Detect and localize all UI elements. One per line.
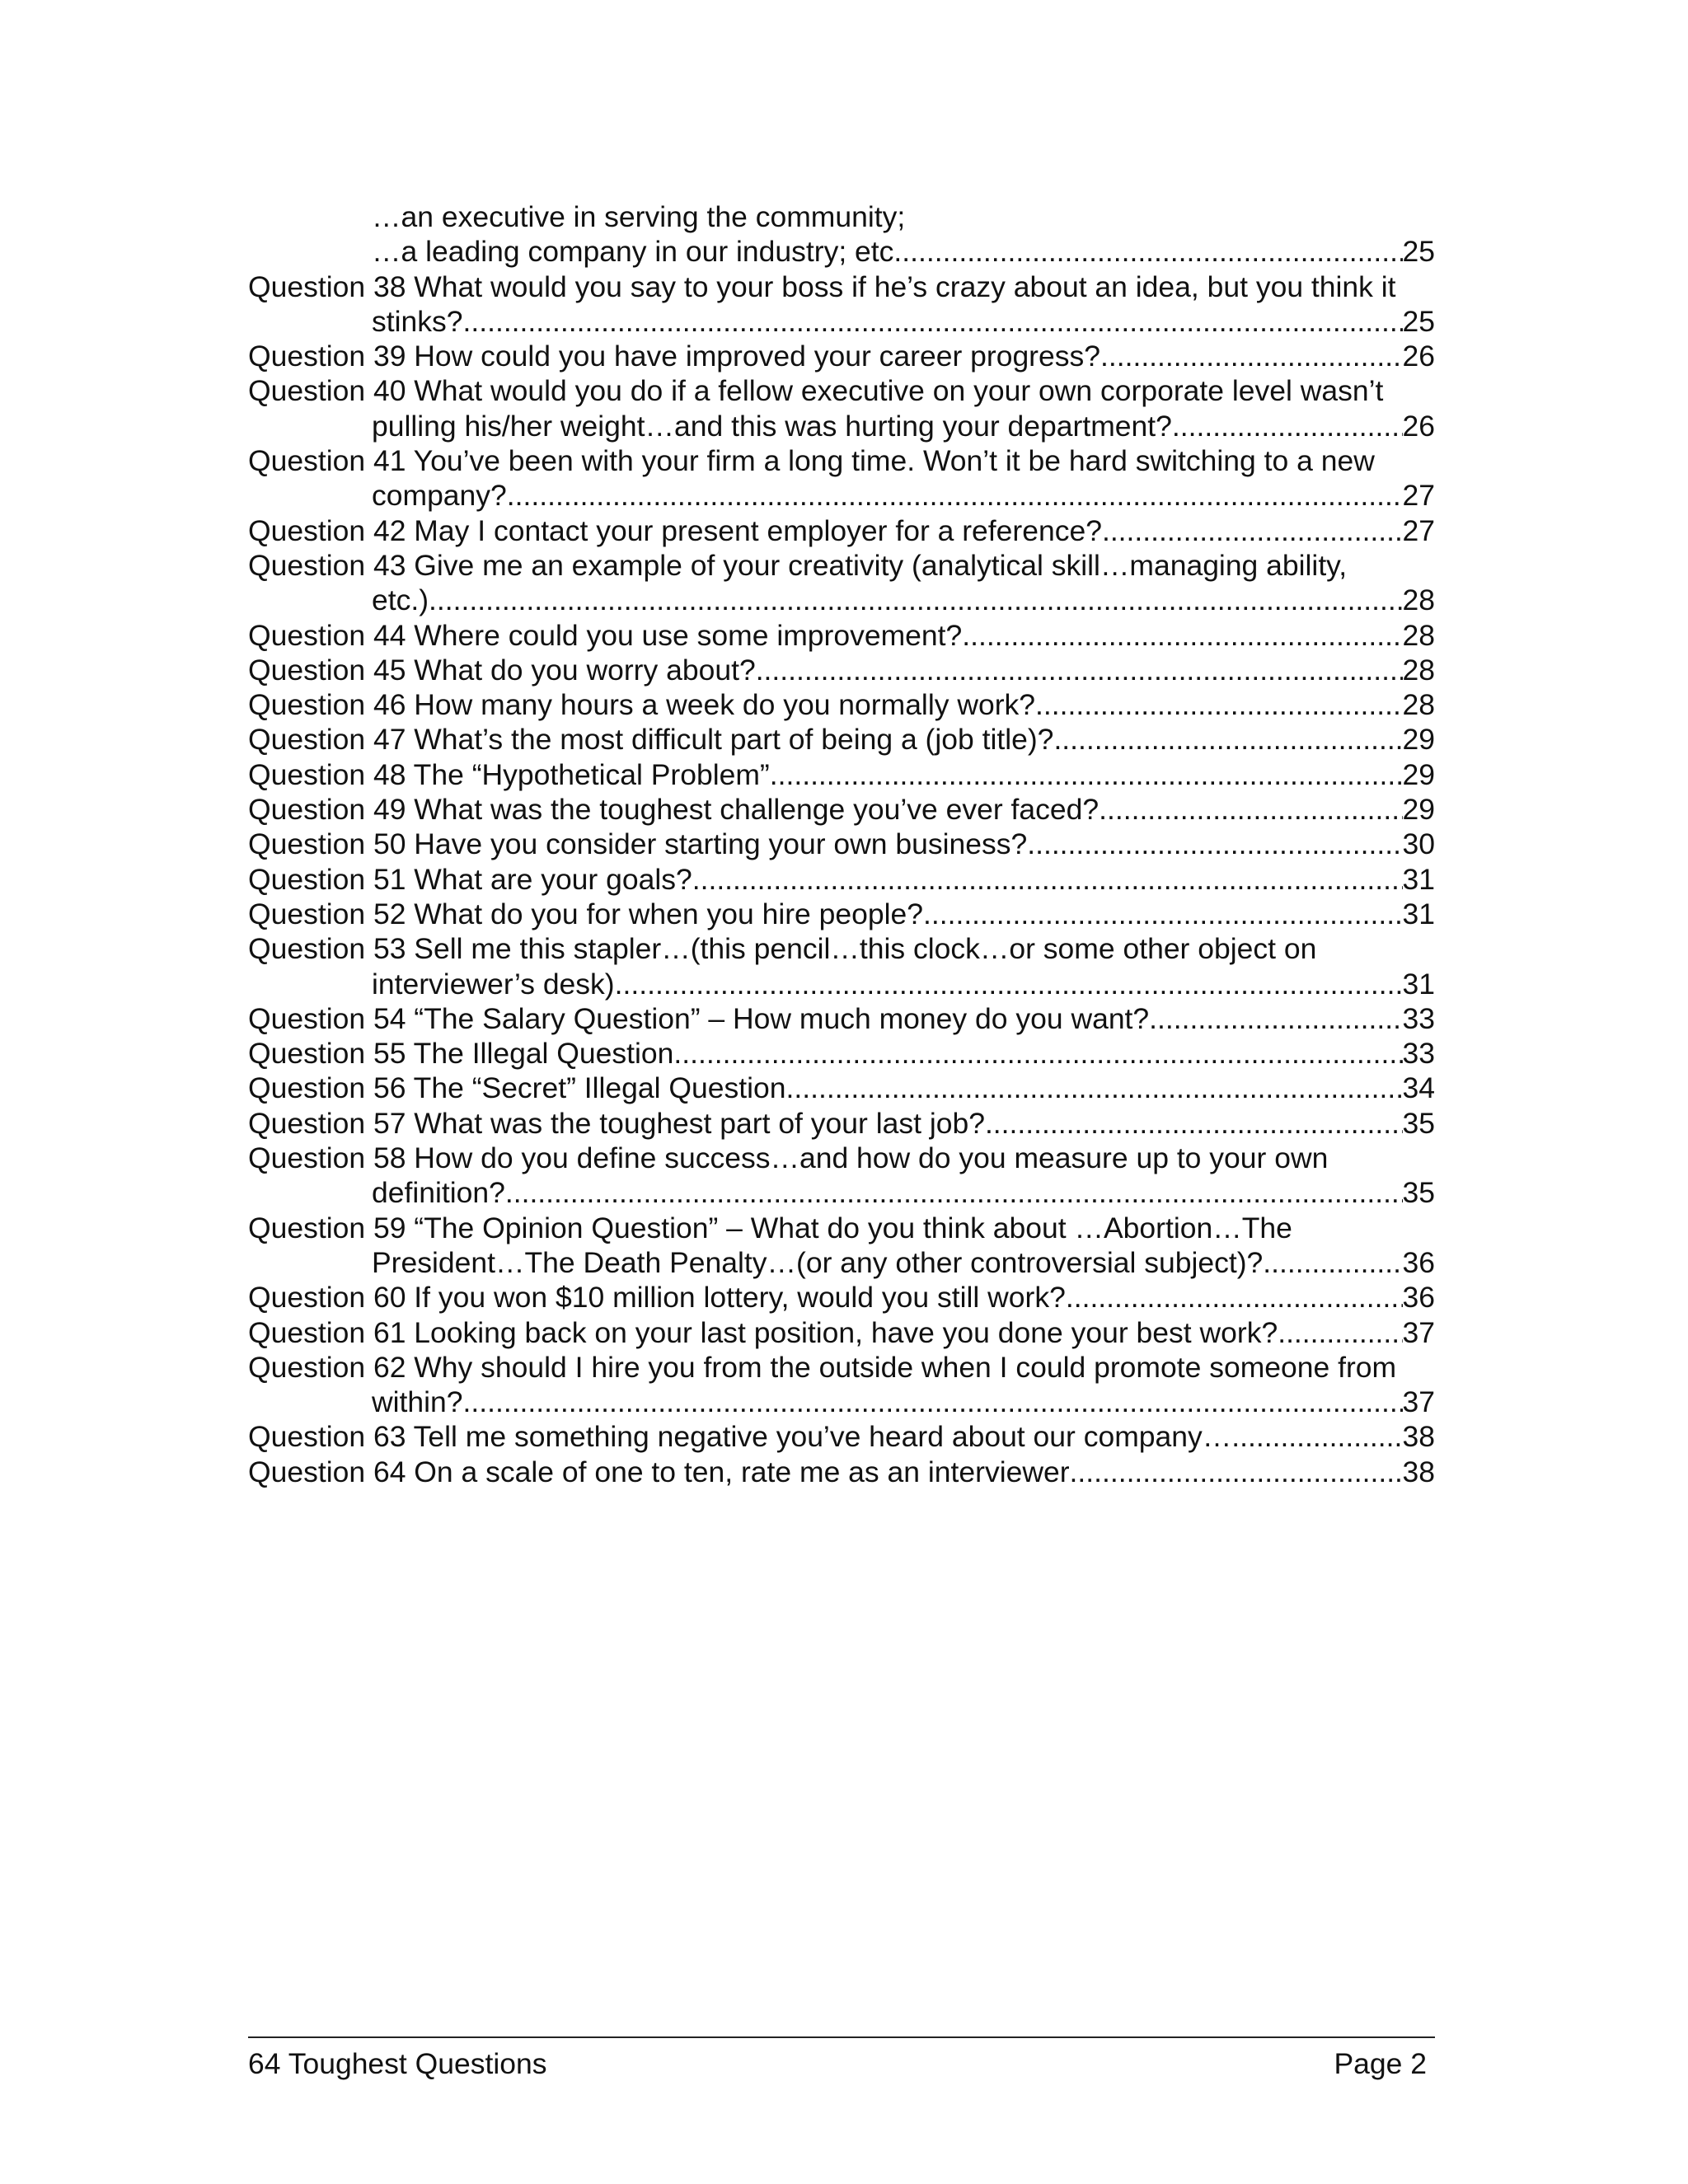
- toc-entry-text: company?: [372, 479, 507, 513]
- toc-entry[interactable]: [248, 827, 1435, 861]
- toc-entry-line: [248, 269, 1435, 304]
- table-of-contents: [248, 199, 1435, 1489]
- toc-entry[interactable]: [248, 862, 1435, 897]
- dot-leader: [1099, 792, 1402, 827]
- toc-entry-text: Question 64 On a scale of one to ten, rate me as an interviewer: [248, 1455, 1070, 1488]
- dot-leader: [786, 1071, 1403, 1105]
- toc-entry-line: [248, 967, 1435, 1001]
- toc-entry-text: stinks?: [372, 304, 463, 338]
- toc-entry-text: Question 49 What was the toughest challenge you’ve ever faced?: [248, 793, 1100, 827]
- dot-leader: [507, 478, 1403, 513]
- toc-entry-line: [248, 443, 1435, 478]
- toc-entry-line: [248, 1385, 1435, 1419]
- toc-page-number: 28: [1402, 583, 1435, 617]
- toc-entry-text: Question 57 What was the toughest part of your last job?: [248, 1106, 985, 1140]
- toc-entry-text: Question 47 What’s the most difficult part of being a (job title)?: [248, 723, 1054, 757]
- toc-entry-text: Question 41 You’ve been with your firm a long time. Won’t it be hard switching to a new: [248, 444, 1375, 478]
- toc-page-number: 33: [1402, 1037, 1435, 1071]
- dot-leader: [1263, 1245, 1402, 1280]
- toc-page-number: 37: [1402, 1315, 1435, 1349]
- toc-entry-line: [248, 373, 1435, 408]
- toc-entry[interactable]: [248, 1141, 1435, 1211]
- dot-leader: [1100, 339, 1403, 373]
- dot-leader: [463, 1385, 1403, 1419]
- toc-page-number: 34: [1402, 1071, 1435, 1105]
- toc-entry-text: pulling his/her weight…and this was hurting your department?: [372, 409, 1172, 443]
- toc-entry-line: [248, 1141, 1435, 1175]
- toc-entry-line: [248, 409, 1435, 443]
- dot-leader: [1149, 1001, 1402, 1036]
- dot-leader: [1066, 1280, 1403, 1315]
- toc-entry-line: [248, 931, 1435, 966]
- toc-entry-text: …a leading company in our industry; etc: [372, 235, 894, 269]
- dot-leader: [1053, 722, 1402, 757]
- dot-leader: [463, 304, 1403, 339]
- toc-entry-line: [248, 1175, 1435, 1210]
- toc-entry-line: [248, 1211, 1435, 1245]
- toc-entry-line: [248, 1455, 1435, 1489]
- toc-entry-text: Question 38 What would you say to your boss if he’s crazy about an idea, but you think it: [248, 269, 1396, 303]
- dot-leader: [756, 653, 1403, 687]
- toc-entry[interactable]: [248, 653, 1435, 687]
- toc-entry-line: [248, 687, 1435, 722]
- toc-entry-text: Question 61 Looking back on your last position, have you done your best work?: [248, 1315, 1278, 1349]
- toc-entry[interactable]: [248, 269, 1435, 340]
- toc-page-number: 35: [1402, 1176, 1435, 1210]
- toc-page-number: 38: [1402, 1455, 1435, 1488]
- footer-document-title: 64 Toughest Questions: [248, 2047, 547, 2080]
- toc-entry-line: [248, 1001, 1435, 1036]
- toc-entry[interactable]: [248, 1211, 1435, 1281]
- toc-entry-line: [248, 722, 1435, 757]
- toc-entry-text: Question 63 Tell me something negative you’ve heard about our company…: [248, 1420, 1232, 1454]
- toc-entry-text: Question 60 If you won $10 million lottery, would you still work?: [248, 1281, 1066, 1315]
- toc-entry-text: Question 54 “The Salary Question” – How much money do you want?: [248, 1001, 1150, 1035]
- toc-page-number: 30: [1402, 827, 1435, 861]
- toc-page-number: 36: [1402, 1245, 1435, 1279]
- toc-entry[interactable]: [248, 443, 1435, 513]
- toc-entry-line: [248, 478, 1435, 513]
- toc-entry-text: interviewer’s desk): [372, 967, 615, 1001]
- toc-page-number: 31: [1402, 967, 1435, 1001]
- toc-page-number: 29: [1402, 757, 1435, 791]
- dot-leader: [770, 757, 1403, 792]
- dot-leader: [505, 1175, 1403, 1210]
- dot-leader: [615, 967, 1403, 1001]
- toc-entry-text: Question 59 “The Opinion Question” – What do you think about …Abortion…The: [248, 1211, 1292, 1244]
- toc-entry-line: [248, 513, 1435, 548]
- toc-page-number: 27: [1402, 513, 1435, 547]
- toc-page-number: 37: [1402, 1385, 1435, 1419]
- toc-entry-line: [248, 234, 1435, 269]
- toc-page-number: 25: [1402, 235, 1435, 269]
- toc-page-number: 26: [1402, 409, 1435, 443]
- toc-entry-text: President…The Death Penalty…(or any other controversial subject)?: [372, 1245, 1264, 1279]
- dot-leader: [962, 618, 1402, 653]
- toc-entry[interactable]: [248, 548, 1435, 618]
- toc-entry-text: Question 46 How many hours a week do you normally work?: [248, 688, 1036, 722]
- toc-entry-line: [248, 1071, 1435, 1105]
- toc-entry-line: [248, 792, 1435, 827]
- toc-entry[interactable]: [248, 1071, 1435, 1105]
- toc-entry[interactable]: [248, 234, 1435, 269]
- toc-page-number: 25: [1402, 304, 1435, 338]
- toc-page-number: 38: [1402, 1420, 1435, 1454]
- toc-entry-text: Question 44 Where could you use some improvement?: [248, 618, 963, 652]
- toc-entry[interactable]: [248, 339, 1435, 373]
- toc-entry-text: Question 51 What are your goals?: [248, 862, 692, 896]
- toc-entry-line: [248, 1419, 1435, 1454]
- toc-entry-text: Question 45 What do you worry about?: [248, 653, 756, 687]
- dot-leader: [985, 1106, 1403, 1141]
- dot-leader: [1070, 1455, 1403, 1489]
- toc-page-number: 28: [1402, 688, 1435, 722]
- dot-leader: [1278, 1315, 1402, 1350]
- toc-entry-line: [248, 1106, 1435, 1141]
- toc-entry[interactable]: [248, 199, 1435, 234]
- toc-entry-text: Question 42 May I contact your present employer for a reference?: [248, 513, 1102, 547]
- toc-entry[interactable]: [248, 687, 1435, 722]
- dot-leader: [1172, 409, 1403, 443]
- dot-leader: [692, 862, 1403, 897]
- toc-entry-line: [248, 1245, 1435, 1280]
- toc-page-number: 29: [1402, 793, 1435, 827]
- toc-entry-text: Question 52 What do you for when you hire people?: [248, 897, 923, 930]
- toc-entry-text: Question 62 Why should I hire you from the outside when I could promote someone from: [248, 1350, 1397, 1384]
- toc-entry-text: Question 40 What would you do if a fellow executive on your own corporate level wasn’t: [248, 374, 1384, 408]
- toc-entry[interactable]: [248, 1001, 1435, 1036]
- dot-leader: [1027, 827, 1402, 861]
- toc-entry-text: …an executive in serving the community;: [372, 200, 906, 233]
- toc-entry-text: Question 53 Sell me this stapler…(this pencil…this clock…or some other object on: [248, 932, 1317, 966]
- dot-leader: [429, 583, 1402, 617]
- dot-leader: [893, 234, 1402, 269]
- dot-leader: [673, 1036, 1402, 1071]
- toc-page-number: 27: [1402, 479, 1435, 513]
- toc-page-number: 36: [1402, 1281, 1435, 1315]
- toc-entry[interactable]: [248, 1455, 1435, 1489]
- dot-leader: [1231, 1419, 1402, 1454]
- toc-entry-line: [248, 862, 1435, 897]
- toc-entry-line: [248, 757, 1435, 792]
- toc-entry-line: [248, 653, 1435, 687]
- toc-entry[interactable]: [248, 618, 1435, 653]
- toc-entry-line: [248, 618, 1435, 653]
- toc-entry[interactable]: [248, 722, 1435, 757]
- dot-leader: [923, 897, 1403, 931]
- dot-leader: [1035, 687, 1402, 722]
- toc-entry-text: definition?: [372, 1176, 505, 1210]
- toc-entry-text: etc.): [372, 583, 429, 617]
- toc-entry-line: [248, 304, 1435, 339]
- toc-entry-text: Question 43 Give me an example of your creativity (analytical skill…managing ability,: [248, 548, 1348, 582]
- toc-entry-text: Question 56 The “Secret” Illegal Question: [248, 1071, 786, 1105]
- toc-entry[interactable]: [248, 1106, 1435, 1141]
- toc-entry-text: Question 50 Have you consider starting your own business?: [248, 827, 1028, 861]
- dot-leader: [1102, 513, 1403, 548]
- toc-entry-line: [248, 548, 1435, 583]
- toc-entry[interactable]: [248, 513, 1435, 548]
- toc-entry-line: [248, 583, 1435, 617]
- toc-entry-text: within?: [372, 1385, 463, 1419]
- toc-entry-line: [248, 1315, 1435, 1350]
- toc-page-number: 31: [1402, 862, 1435, 896]
- toc-page-number: 29: [1402, 723, 1435, 757]
- toc-entry[interactable]: [248, 931, 1435, 1001]
- toc-entry[interactable]: [248, 792, 1435, 827]
- toc-page-number: 35: [1402, 1106, 1435, 1140]
- footer-page-number: Page 2: [1334, 2047, 1427, 2080]
- toc-entry[interactable]: [248, 757, 1435, 792]
- toc-entry[interactable]: [248, 1419, 1435, 1454]
- toc-entry-text: Question 55 The Illegal Question: [248, 1037, 674, 1071]
- toc-page-number: 28: [1402, 653, 1435, 687]
- toc-entry[interactable]: [248, 1350, 1435, 1420]
- toc-entry[interactable]: [248, 1036, 1435, 1071]
- toc-entry[interactable]: [248, 373, 1435, 443]
- toc-entry-text: Question 39 How could you have improved your career progress?: [248, 340, 1100, 373]
- toc-page-number: 31: [1402, 897, 1435, 930]
- toc-entry-line: [248, 339, 1435, 373]
- toc-page-number: 26: [1402, 340, 1435, 373]
- toc-entry[interactable]: [248, 1315, 1435, 1350]
- toc-entry[interactable]: [248, 1280, 1435, 1315]
- toc-entry-line: [248, 1350, 1435, 1385]
- toc-page-number: 33: [1402, 1001, 1435, 1035]
- toc-entry[interactable]: [248, 897, 1435, 931]
- toc-entry-line: [248, 897, 1435, 931]
- toc-entry-text: Question 48 The “Hypothetical Problem”: [248, 757, 770, 791]
- page-footer: [248, 2036, 1435, 2081]
- toc-entry-line: [248, 199, 1435, 234]
- toc-entry-line: [248, 1036, 1435, 1071]
- toc-page-number: 28: [1402, 618, 1435, 652]
- toc-entry-line: [248, 1280, 1435, 1315]
- toc-entry-line: [248, 827, 1435, 861]
- toc-entry-text: Question 58 How do you define success…and how do you measure up to your own: [248, 1141, 1329, 1175]
